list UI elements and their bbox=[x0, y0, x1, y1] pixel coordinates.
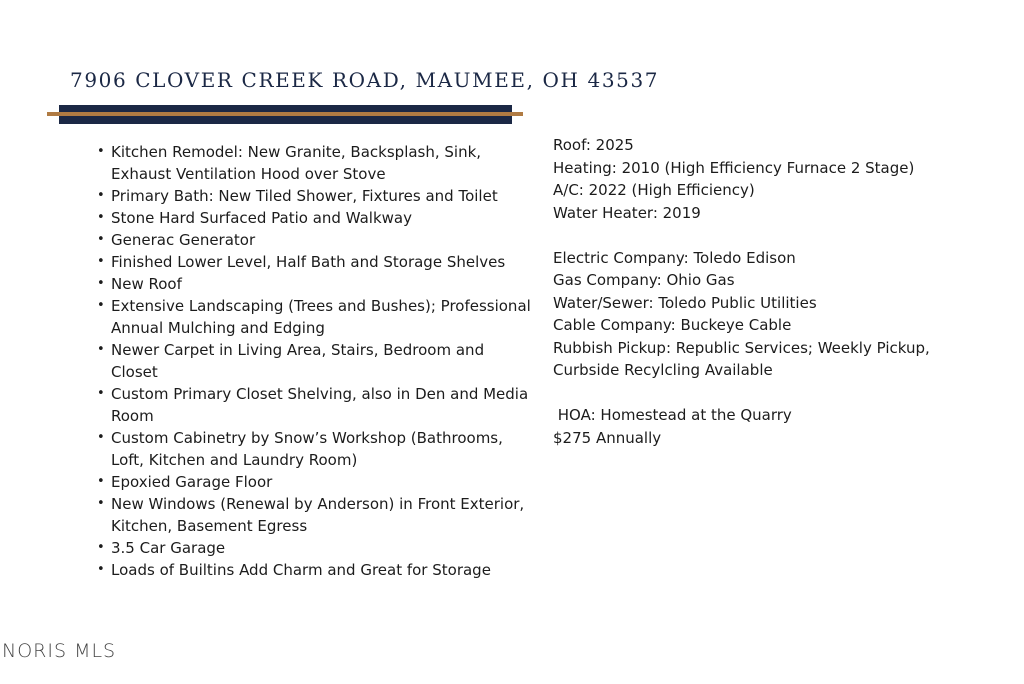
list-item: • New Roof bbox=[111, 273, 531, 295]
list-item: • Epoxied Garage Floor bbox=[111, 471, 531, 493]
list-item: • Generac Generator bbox=[111, 229, 531, 251]
list-item: • Newer Carpet in Living Area, Stairs, Bedroom and Closet bbox=[111, 339, 531, 383]
ac-info: A/C: 2022 (High Efficiency) bbox=[553, 181, 755, 199]
electric-company: Electric Company: Toledo Edison bbox=[553, 248, 796, 267]
mls-watermark: NORIS MLS bbox=[2, 640, 117, 662]
property-details bbox=[553, 134, 993, 449]
cable-company: Cable Company: Buckeye Cable bbox=[553, 316, 792, 334]
page-title: 7906 CLOVER CREEK ROAD, MAUMEE, OH 43537 bbox=[70, 68, 660, 92]
list-item: • Custom Cabinetry by Snow’s Workshop (Bathrooms, Loft, Kitchen and Laundry Room) bbox=[111, 427, 531, 471]
list-item: • Custom Primary Closet Shelving, also in Den and Media Room bbox=[111, 383, 531, 427]
hoa-name: HOA: Homestead at the Quarry bbox=[553, 406, 792, 424]
list-item: • New Windows (Renewal by Anderson) in Front Exterior, Kitchen, Basement Egress bbox=[111, 493, 531, 537]
section-spacer bbox=[553, 224, 993, 247]
list-item: • Finished Lower Level, Half Bath and Storage Shelves bbox=[111, 251, 531, 273]
hoa-fee: $275 Annually bbox=[553, 428, 662, 447]
list-item: • Kitchen Remodel: New Granite, Backsplash, Sink, Exhaust Ventilation Hood over Stove bbox=[111, 141, 531, 185]
list-item: • 3.5 Car Garage bbox=[111, 537, 531, 559]
rubbish-pickup: Rubbish Pickup: Republic Services; Weekly Pickup, bbox=[553, 338, 930, 357]
heating-info: Heating: 2010 (High Efficiency Furnace 2 Stage) bbox=[553, 158, 915, 177]
title-underline-gold-stripe bbox=[47, 112, 523, 116]
list-item: • Loads of Builtins Add Charm and Great for Storage bbox=[111, 559, 531, 581]
list-item: • Stone Hard Surfaced Patio and Walkway bbox=[111, 207, 531, 229]
section-spacer bbox=[553, 382, 993, 405]
gas-company: Gas Company: Ohio Gas bbox=[553, 271, 735, 289]
water-heater-info: Water Heater: 2019 bbox=[553, 203, 701, 222]
list-item: • Primary Bath: New Tiled Shower, Fixtures and Toilet bbox=[111, 185, 531, 207]
roof-info: Roof: 2025 bbox=[553, 136, 634, 154]
features-list bbox=[95, 141, 531, 581]
water-sewer-company: Water/Sewer: Toledo Public Utilities bbox=[553, 293, 817, 312]
list-item: • Extensive Landscaping (Trees and Bushes); Professional Annual Mulching and Edging bbox=[111, 295, 531, 339]
recycling-info: Curbside Recylcling Available bbox=[553, 361, 773, 379]
